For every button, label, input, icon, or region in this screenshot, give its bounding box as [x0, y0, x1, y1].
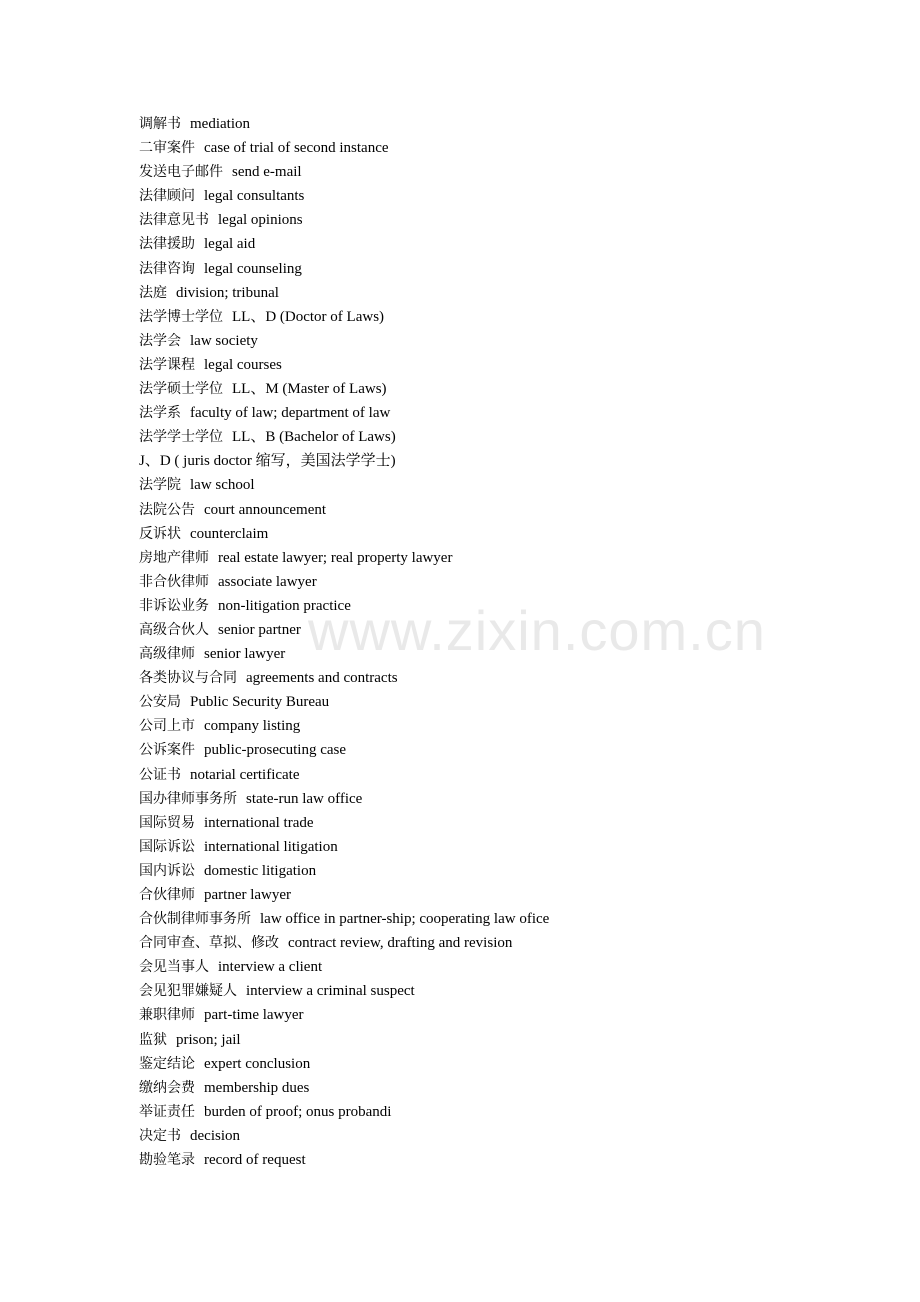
term-chinese: 合伙制律师事务所 — [139, 911, 251, 928]
term-english: decision — [190, 1127, 240, 1144]
term-entry — [139, 377, 549, 401]
term-english: senior lawyer — [204, 646, 286, 663]
term-english: send e-mail — [232, 164, 302, 181]
term-chinese: 法庭 — [139, 284, 167, 301]
term-chinese: 房地产律师 — [139, 549, 209, 566]
term-english: membership dues — [204, 1079, 310, 1096]
term-entry — [139, 714, 549, 738]
term-english: associate lawyer — [218, 573, 317, 590]
term-english: legal courses — [204, 356, 282, 373]
term-chinese: 国际诉讼 — [139, 838, 195, 855]
term-english: Public Security Bureau — [190, 694, 330, 711]
term-english: LL、D (Doctor of Laws) — [232, 308, 385, 325]
term-entry — [139, 546, 549, 570]
term-chinese: 缴纳会费 — [139, 1079, 195, 1096]
term-entry — [139, 449, 549, 473]
term-entry — [139, 642, 549, 666]
term-chinese: 非合伙律师 — [139, 573, 209, 590]
term-chinese: 二审案件 — [139, 140, 195, 157]
term-english: non-litigation practice — [218, 597, 351, 614]
term-english: expert conclusion — [204, 1055, 311, 1072]
term-english: agreements and contracts — [246, 670, 398, 687]
term-english: prison; jail — [176, 1031, 241, 1048]
term-entry — [139, 690, 549, 714]
term-english: international litigation — [204, 838, 338, 855]
term-chinese: 法学博士学位 — [139, 308, 223, 325]
term-english: senior partner — [218, 621, 301, 638]
term-english: legal opinions — [218, 212, 303, 229]
term-chinese: 监狱 — [139, 1031, 167, 1048]
term-english: company listing — [204, 718, 301, 735]
term-english: international trade — [204, 814, 314, 831]
term-chinese: 合同审查、草拟、修改 — [139, 935, 279, 952]
term-entry — [139, 1124, 549, 1148]
term-chinese: 高级合伙人 — [139, 621, 209, 638]
term-english: interview a criminal suspect — [246, 983, 415, 1000]
term-entry — [139, 1052, 549, 1076]
term-english: case of trial of second instance — [204, 140, 389, 157]
term-entry — [139, 498, 549, 522]
term-entry — [139, 594, 549, 618]
term-chinese: 非诉讼业务 — [139, 597, 209, 614]
term-english: law school — [190, 477, 255, 494]
term-chinese: 高级律师 — [139, 646, 195, 663]
term-chinese: 反诉状 — [139, 525, 181, 542]
term-english: public-prosecuting case — [204, 742, 347, 759]
term-entry — [139, 1076, 549, 1100]
term-english: part-time lawyer — [204, 1007, 304, 1024]
term-chinese: 法学系 — [139, 405, 181, 422]
term-chinese: 法学课程 — [139, 356, 195, 373]
term-english: court announcement — [204, 501, 327, 518]
term-entry — [139, 907, 549, 931]
term-entry — [139, 425, 549, 449]
term-chinese: 会见当事人 — [139, 959, 209, 976]
term-entry — [139, 401, 549, 425]
term-english: legal aid — [204, 236, 256, 253]
term-entry — [139, 955, 549, 979]
term-chinese: 国际贸易 — [139, 814, 195, 831]
term-english: law society — [190, 332, 258, 349]
term-chinese: 发送电子邮件 — [139, 164, 223, 181]
term-entry — [139, 112, 549, 136]
term-chinese: 法院公告 — [139, 501, 195, 518]
term-english: state-run law office — [246, 790, 363, 807]
term-entry — [139, 1003, 549, 1027]
term-english: law office in partner-ship; cooperating law ofice — [260, 911, 550, 928]
term-entry — [139, 136, 549, 160]
term-chinese: 合伙律师 — [139, 887, 195, 903]
term-english: mediation — [190, 116, 250, 132]
term-entry — [139, 281, 549, 305]
term-entry — [139, 1100, 549, 1124]
term-entry — [139, 883, 549, 907]
term-english: partner lawyer — [204, 887, 292, 903]
term-chinese: 鉴定结论 — [139, 1055, 195, 1072]
term-chinese: 公证书 — [139, 766, 181, 783]
term-chinese: 举证责任 — [139, 1103, 195, 1120]
term-chinese: 国内诉讼 — [139, 862, 195, 879]
term-entry — [139, 835, 549, 859]
term-chinese: 调解书 — [139, 116, 181, 132]
term-chinese: 国办律师事务所 — [139, 790, 237, 807]
term-chinese: 法学学士学位 — [139, 429, 223, 446]
term-chinese: 法律援助 — [139, 236, 195, 253]
term-entry — [139, 859, 549, 883]
term-chinese: 法学会 — [139, 332, 181, 349]
term-entry — [139, 979, 549, 1003]
term-english: legal consultants — [204, 188, 305, 205]
term-entry — [139, 787, 549, 811]
term-chinese: 法学硕士学位 — [139, 381, 223, 398]
term-chinese: 法律意见书 — [139, 212, 209, 229]
term-entry — [139, 353, 549, 377]
term-entry — [139, 666, 549, 690]
term-entry — [139, 522, 549, 546]
term-entry — [139, 1148, 549, 1172]
term-entry — [139, 811, 549, 835]
term-chinese: 公诉案件 — [139, 742, 195, 759]
term-english: LL、B (Bachelor of Laws) — [232, 429, 396, 446]
term-chinese: 勘验笔录 — [139, 1152, 195, 1169]
term-entry — [139, 232, 549, 256]
term-chinese: 公安局 — [139, 694, 181, 711]
term-english: counterclaim — [190, 525, 269, 542]
term-chinese: 兼职律师 — [139, 1007, 195, 1024]
term-entry — [139, 763, 549, 787]
term-entry — [139, 257, 549, 281]
term-entry — [139, 329, 549, 353]
term-english: contract review, drafting and revision — [288, 935, 513, 952]
term-chinese: 公司上市 — [139, 718, 195, 735]
term-entry — [139, 473, 549, 497]
term-english: burden of proof; onus probandi — [204, 1103, 392, 1120]
term-english: division; tribunal — [176, 284, 279, 301]
term-english: legal counseling — [204, 260, 302, 277]
term-chinese: 各类协议与合同 — [139, 670, 237, 687]
term-english: notarial certificate — [190, 766, 300, 783]
term-english: domestic litigation — [204, 862, 317, 879]
term-entry — [139, 1028, 549, 1052]
term-english: LL、M (Master of Laws) — [232, 381, 387, 398]
term-entry — [139, 208, 549, 232]
term-english: J、D ( juris doctor 缩写，美国法学学士) — [139, 453, 396, 470]
term-chinese: 法学院 — [139, 477, 181, 494]
term-english: faculty of law; department of law — [190, 405, 391, 422]
term-list — [139, 112, 549, 1172]
watermark: www.zixin.com.cn — [308, 599, 766, 662]
term-english: interview a client — [218, 959, 323, 976]
term-english: record of request — [204, 1152, 306, 1169]
term-entry — [139, 738, 549, 762]
term-entry — [139, 931, 549, 955]
term-chinese: 法律顾问 — [139, 188, 195, 205]
term-entry — [139, 618, 549, 642]
term-entry — [139, 570, 549, 594]
term-chinese: 会见犯罪嫌疑人 — [139, 983, 237, 1000]
term-entry — [139, 305, 549, 329]
term-english: real estate lawyer; real property lawyer — [218, 549, 453, 566]
term-chinese: 法律咨询 — [139, 260, 195, 277]
term-entry — [139, 184, 549, 208]
term-entry — [139, 160, 549, 184]
term-chinese: 决定书 — [139, 1127, 181, 1144]
